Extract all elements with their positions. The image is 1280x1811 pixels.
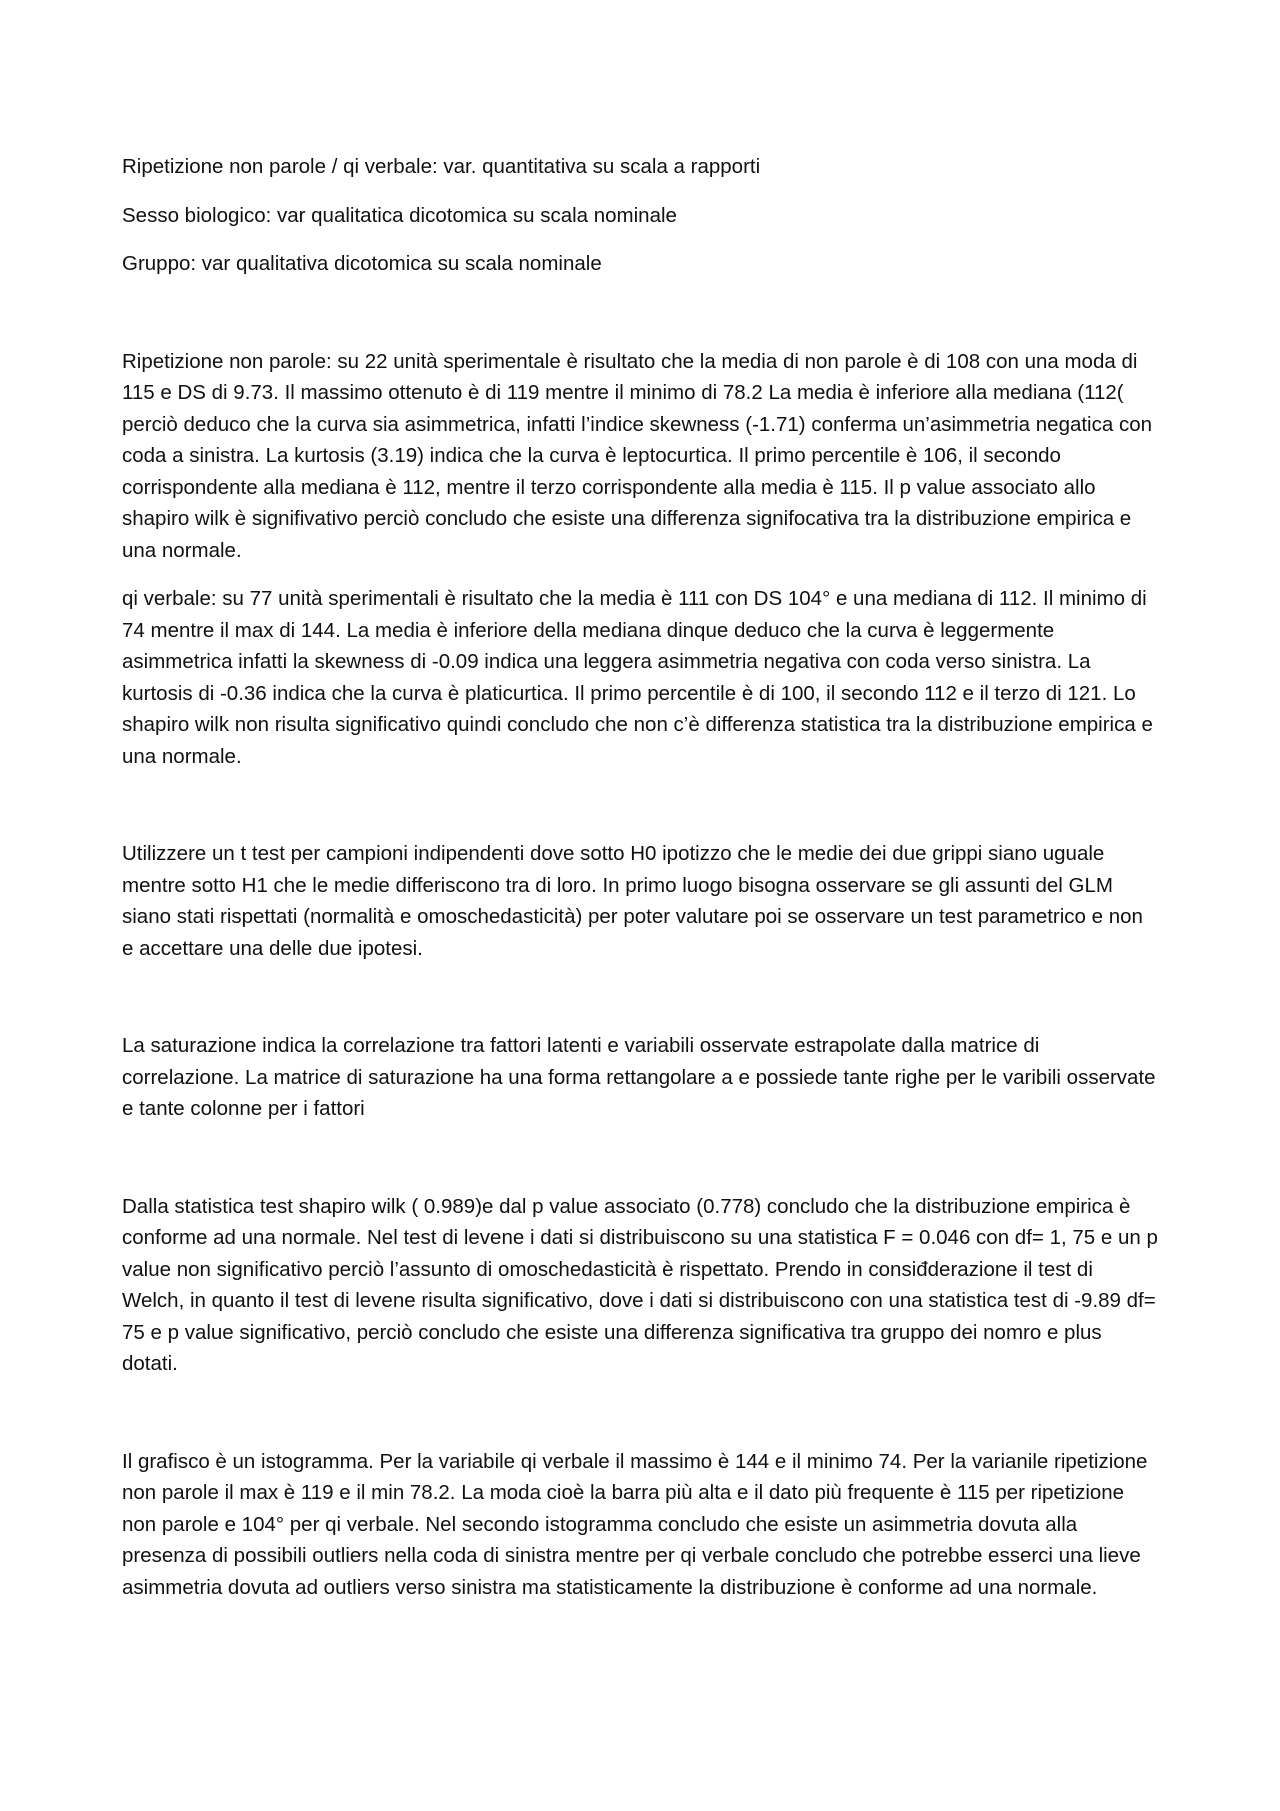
- shapiro-levene-paragraph: Dalla statistica test shapiro wilk ( 0.989)e dal p value associato (0.778) concludo che la distribuzione empirica è conforme ad una normale. Nel test di levene i dati si distribuiscono su una statistica F = 0.046 con df= 1, 75 e un p value non significativo perciò l’assunto di omoschedasticità è rispettato. Prendo in consiđderazione il test di Welch, in quanto il test di levene risulta significativo, dove i dati si distribuiscono con una statistica test di -9.89 df= 75 e p value significativo, perciò concludo che esiste una differenza significativa tra gruppo dei nomro e plus dotati.: [122, 1194, 1158, 1375]
- ttest-paragraph: Utilizzere un t test per campioni indipendenti dove sotto H0 ipotizzo che le medie dei due grippi siano uguale mentre sotto H1 che le medie differiscono tra di loro. In primo luogo bisogna osservare se gli assunti del GLM siano stati rispettati (normalità e omoschedasticità) per poter valutare poi se osservare un test parametrico e non e accettare una delle due ipotesi.: [122, 842, 1143, 960]
- saturazione-paragraph: La saturazione indica la correlazione tra fattori latenti e variabili osservate estrapolate dalla matrice di correlazione. La matrice di saturazione ha una forma rettangolare a e possiede tante righe per le varibili osservate e tante colonne per i fattori: [122, 1034, 1156, 1120]
- variable-definition: Sesso biologico: var qualitatica dicotomica su scala nominale: [122, 203, 677, 227]
- variable-definition: Ripetizione non parole / qi verbale: var. quantitativa su scala a rapporti: [122, 155, 761, 178]
- grafico-paragraph: Il grafisco è un istogramma. Per la variabile qi verbale il massimo è 144 e il minimo 74. Per la varianile ripetizione non parole il max è 119 e il min 78.2. La moda cioè la barra più alta e il dato più frequente è 115 per ripetizione non parole e 104° per qi verbale. Nel secondo istogramma concludo che esiste un asimmetria dovuta alla presenza di possibili outliers nella coda di sinistra mentre per qi verbale concludo che potrebbe esserci una lieve asimmetria dovuta ad outliers verso sinistra ma statisticamente la distribuzione è conforme ad una normale.: [122, 1449, 1148, 1599]
- descriptives-section: [122, 346, 1160, 773]
- descriptives-paragraph-qi: qi verbale: su 77 unità sperimentali è risultato che la media è 111 con DS 104° e una mediana di 112. Il minimo di 74 mentre il max di 144. La media è inferiore della mediana dinque deduco che la curva è leggermente asimmetrica infatti la skewness di -0.09 indica una leggera asimmetria negativa con coda verso sinistra. La kurtosis di -0.36 indica che la curva è platicurtica. Il primo percentile è di 100, il secondo 112 e il terzo di 121. Lo shapiro wilk non risulta significativo quindi concludo che non c’è differenza statistica tra la distribuzione empirica e una normale.: [122, 587, 1153, 768]
- variables-section: [122, 151, 1160, 280]
- descriptives-paragraph-nonparole: Ripetizione non parole: su 22 unità sperimentale è risultato che la media di non parole è di 108 con una moda di 115 e DS di 9.73. Il massimo ottenuto è di 119 mentre il minimo di 78.2 La media è inferiore alla mediana (112( perciò deduco che la curva sia asimmetrica, infatti l’indice skewness (-1.71) conferma un’asimmetria negatica con coda a sinistra. La kurtosis (3.19) indica che la curva è leptocurtica. Il primo percentile è 106, il secondo corrispondente alla mediana è 112, mentre il terzo corrispondente alla media è 115. Il p value associato allo shapiro wilk è signifivativo perciò concludo che esiste una differenza signifocativa tra la distribuzione empirica e una normale.: [122, 349, 1153, 562]
- variable-definition: Gruppo: var qualitativa dicotomica su scala nominale: [122, 252, 602, 275]
